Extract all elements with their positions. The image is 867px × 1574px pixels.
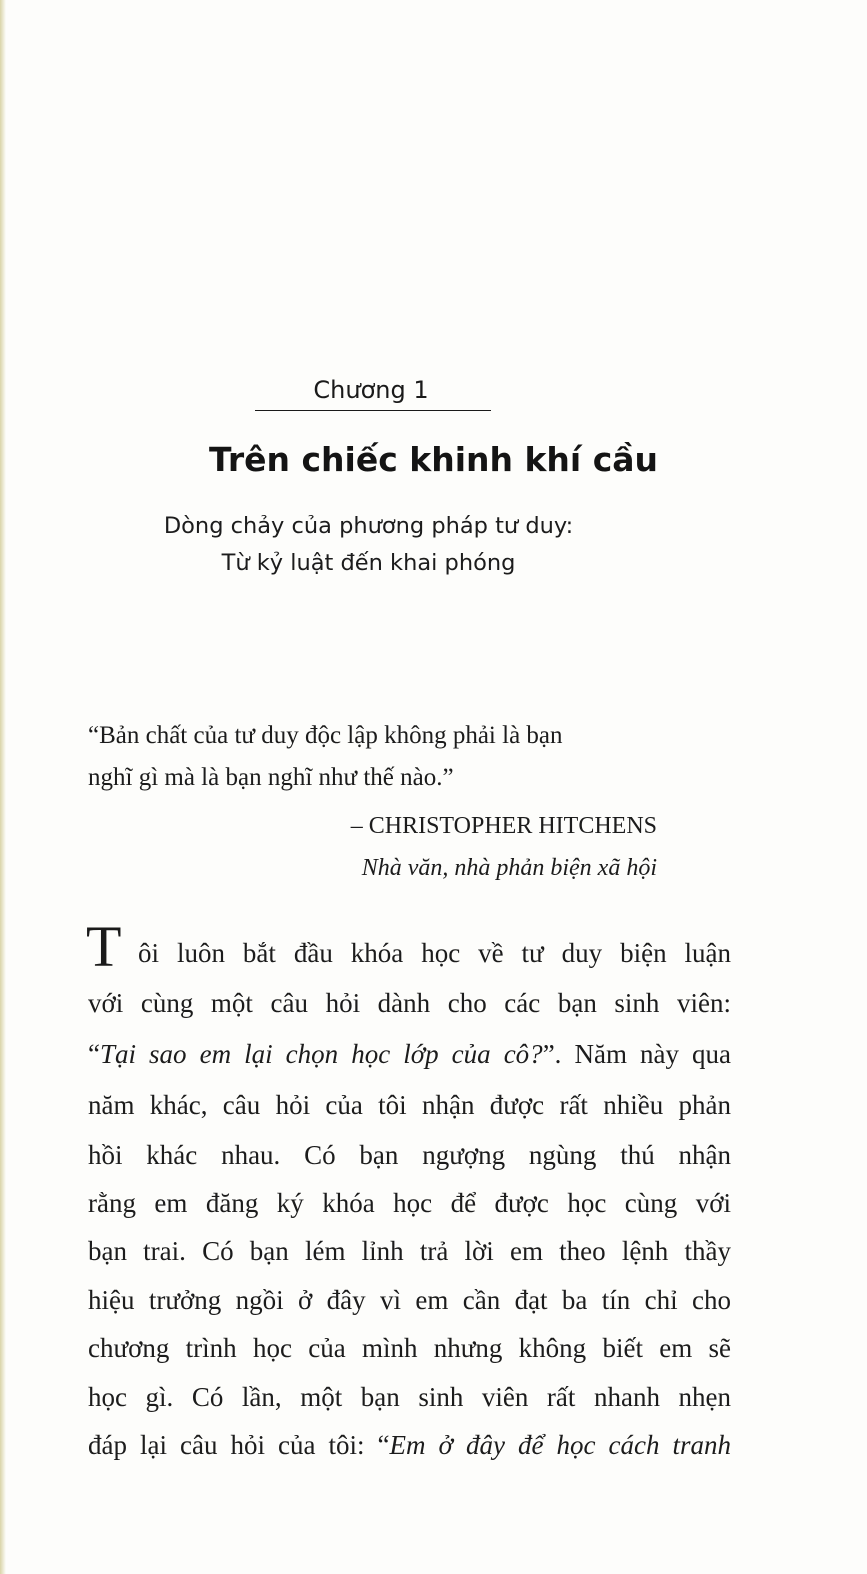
chapter-divider: [255, 410, 491, 411]
page-edge-shadow: [0, 0, 6, 1574]
italic-question: Tại sao em lại chọn học lớp của cô?: [99, 1039, 543, 1069]
body-line-4: năm khác, câu hỏi của tôi nhận được rất nhiều phản: [88, 1090, 731, 1120]
body-line-9: chương trình học của mình nhưng không biết em sẽ: [88, 1333, 731, 1363]
drop-cap: T: [86, 914, 122, 979]
body-line-3: [88, 1039, 731, 1070]
chapter-subtitle-line-2: Từ kỷ luật đến khai phóng: [221, 550, 516, 576]
body-line-6: rằng em đăng ký khóa học để được học cùng với: [88, 1188, 731, 1218]
chapter-title: Trên chiếc khinh khí cầu: [208, 440, 659, 479]
body-line-11-plain: đáp lại câu hỏi của tôi: “: [88, 1430, 390, 1460]
quote-open-mark: “: [88, 1039, 100, 1069]
body-line-3-rest: ”. Năm này qua: [542, 1039, 732, 1069]
italic-answer: Em ở đây để học cách tranh: [389, 1430, 731, 1460]
body-line-1: ôi luôn bắt đầu khóa học về tư duy biện luận: [138, 938, 731, 968]
epigraph-author-role: Nhà văn, nhà phản biện xã hội: [361, 855, 657, 881]
chapter-subtitle-line-1: Dòng chảy của phương pháp tư duy:: [163, 513, 574, 539]
body-line-10: học gì. Có lần, một bạn sinh viên rất nhanh nhẹn: [88, 1382, 731, 1412]
epigraph-author: – CHRISTOPHER HITCHENS: [350, 813, 657, 839]
epigraph-line-1: “Bản chất của tư duy độc lập không phải là bạn: [88, 722, 563, 749]
body-line-7: bạn trai. Có bạn lém lỉnh trả lời em theo lệnh thầy: [88, 1236, 731, 1266]
body-line-5: hồi khác nhau. Có bạn ngượng ngùng thú nhận: [88, 1140, 731, 1170]
epigraph-line-2: nghĩ gì mà là bạn nghĩ như thế nào.”: [88, 764, 454, 791]
body-line-2: với cùng một câu hỏi dành cho các bạn sinh viên:: [88, 988, 731, 1018]
chapter-label: Chương 1: [313, 376, 429, 404]
body-line-11: [88, 1430, 731, 1461]
body-line-8: hiệu trưởng ngồi ở đây vì em cần đạt ba tín chỉ cho: [88, 1285, 731, 1315]
